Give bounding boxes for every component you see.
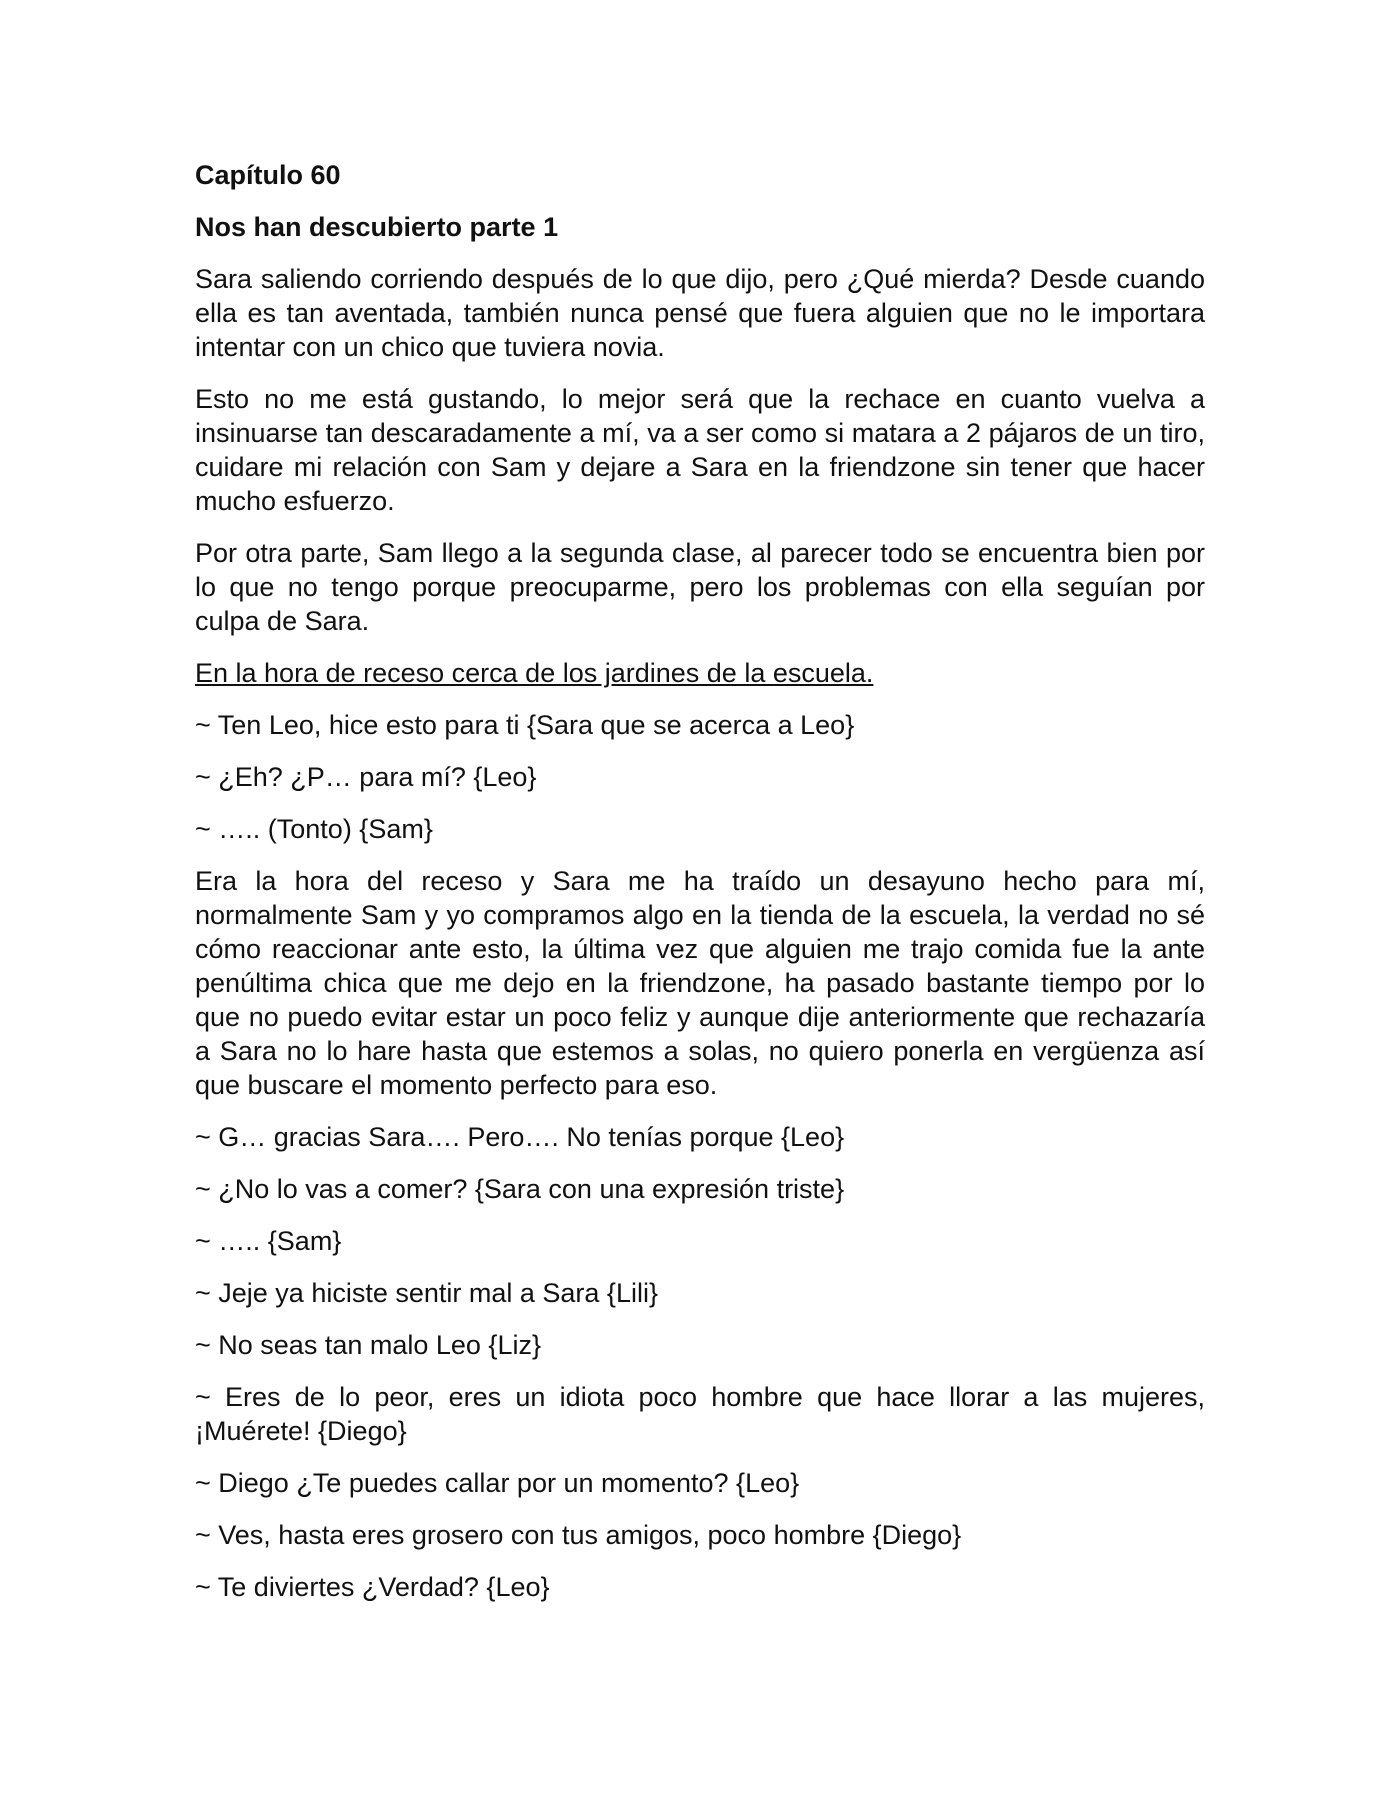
dialogue-line: ~ Jeje ya hiciste sentir mal a Sara {Lili}	[195, 1278, 658, 1308]
dialogue-line: ~ No seas tan malo Leo {Liz}	[195, 1330, 541, 1360]
dialogue-line: ~ ¿No lo vas a comer? {Sara con una expresión triste}	[195, 1174, 845, 1204]
dialogue-line: ~ Ves, hasta eres grosero con tus amigos, poco hombre {Diego}	[195, 1520, 962, 1550]
dialogue-line: ~ Diego ¿Te puedes callar por un momento? {Leo}	[195, 1468, 800, 1498]
chapter-subtitle: Nos han descubierto parte 1	[195, 212, 559, 242]
dialogue-line: ~ Te diviertes ¿Verdad? {Leo}	[195, 1572, 550, 1602]
dialogue-line: ~ Eres de lo peor, eres un idiota poco hombre que hace llorar a las mujeres, ¡Muérete! {Diego}	[195, 1382, 1205, 1446]
dialogue-line: ~ G… gracias Sara…. Pero…. No tenías porque {Leo}	[195, 1122, 845, 1152]
dialogue-line: ~ Ten Leo, hice esto para ti {Sara que se acerca a Leo}	[195, 710, 855, 740]
paragraph: Por otra parte, Sam llego a la segunda clase, al parecer todo se encuentra bien por lo que no tengo porque preocuparme, pero los problemas con ella seguían por culpa de Sara.	[195, 538, 1205, 636]
paragraph: Sara saliendo corriendo después de lo que dijo, pero ¿Qué mierda? Desde cuando ella es tan aventada, también nunca pensé que fuera alguien que no le importara intentar con un chico que tuviera novia.	[195, 264, 1205, 362]
paragraph: Esto no me está gustando, lo mejor será que la rechace en cuanto vuelva a insinuarse tan descaradamente a mí, va a ser como si matara a 2 pájaros de un tiro, cuidare mi relación con Sam y dejare a Sara en la friendzone sin tener que hacer mucho esfuerzo.	[195, 384, 1205, 516]
scene-heading: En la hora de receso cerca de los jardines de la escuela.	[195, 658, 874, 688]
dialogue-line: ~ ¿Eh? ¿P… para mí? {Leo}	[195, 762, 537, 792]
chapter-title: Capítulo 60	[195, 160, 341, 190]
dialogue-line: ~ ….. (Tonto) {Sam}	[195, 814, 433, 844]
dialogue-line: ~ ….. {Sam}	[195, 1226, 342, 1256]
paragraph: Era la hora del receso y Sara me ha traído un desayuno hecho para mí, normalmente Sam y yo compramos algo en la tienda de la escuela, la verdad no sé cómo reaccionar ante esto, la última vez que alguien me trajo comida fue la ante penúltima chica que me dejo en la friendzone, ha pasado bastante tiempo por lo que no puedo evitar estar un poco feliz y aunque dije anteriormente que rechazaría a Sara no lo hare hasta que estemos a solas, no quiero ponerla en vergüenza así que buscare el momento perfecto para eso.	[195, 866, 1205, 1100]
document-page	[195, 158, 1205, 1622]
